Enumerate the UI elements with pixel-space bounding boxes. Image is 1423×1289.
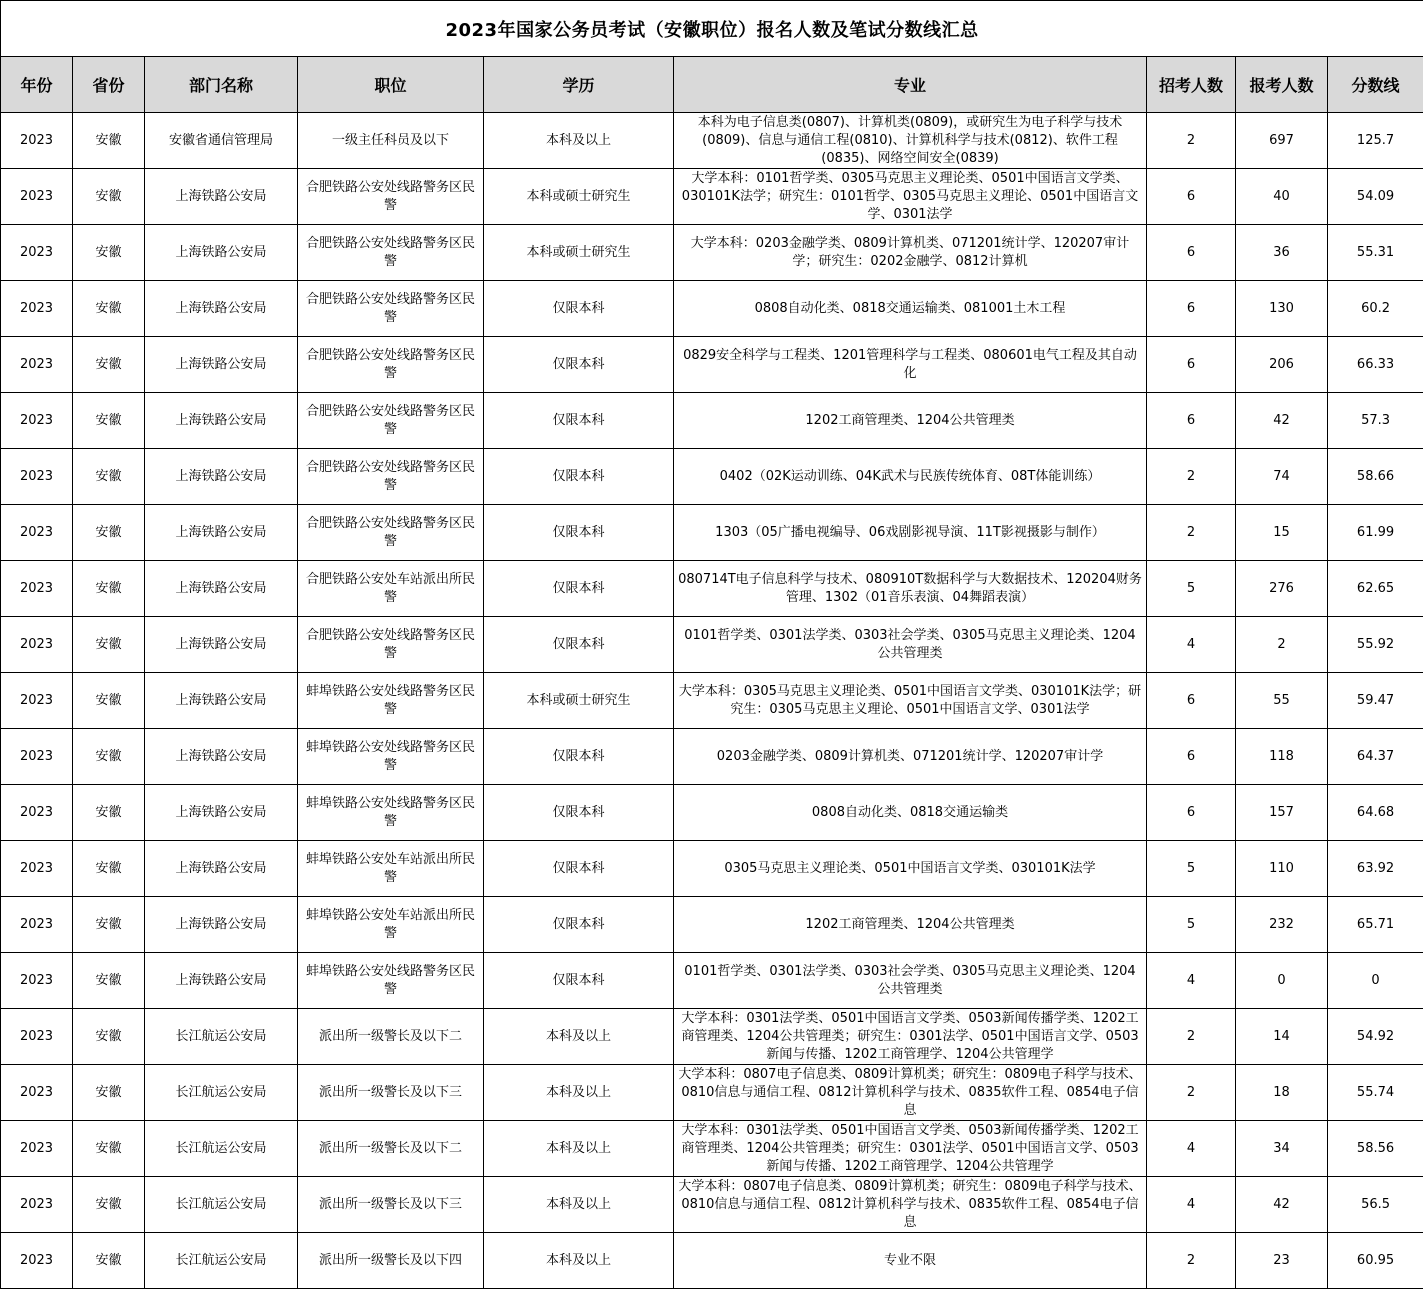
- applicant-count-cell: 18: [1236, 1065, 1328, 1121]
- recruit-count-cell: 6: [1147, 729, 1236, 785]
- department-cell: 上海铁路公安局: [145, 449, 298, 505]
- year-cell: 2023: [1, 729, 73, 785]
- education-cell: 本科及以上: [484, 1065, 674, 1121]
- education-cell: 仅限本科: [484, 393, 674, 449]
- major-cell: 1303（05广播电视编导、06戏剧影视导演、11T影视摄影与制作）: [674, 505, 1147, 561]
- recruit-count-cell: 2: [1147, 1233, 1236, 1289]
- applicant-count-cell: 118: [1236, 729, 1328, 785]
- position-cell: 派出所一级警长及以下三: [298, 1177, 484, 1233]
- applicant-count-cell: 2: [1236, 617, 1328, 673]
- year-cell: 2023: [1, 225, 73, 281]
- major-cell: 0808自动化类、0818交通运输类、081001土木工程: [674, 281, 1147, 337]
- department-cell: 上海铁路公安局: [145, 393, 298, 449]
- province-cell: 安徽: [73, 281, 145, 337]
- major-cell: 0101哲学类、0301法学类、0303社会学类、0305马克思主义理论类、1204公共管理类: [674, 953, 1147, 1009]
- table-row: [1, 225, 1423, 281]
- year-cell: 2023: [1, 337, 73, 393]
- province-cell: 安徽: [73, 953, 145, 1009]
- province-cell: 安徽: [73, 225, 145, 281]
- table-row: [1, 1065, 1423, 1121]
- department-cell: 上海铁路公安局: [145, 841, 298, 897]
- score-line-cell: 56.5: [1328, 1177, 1423, 1233]
- province-cell: 安徽: [73, 673, 145, 729]
- table-row: [1, 1121, 1423, 1177]
- year-cell: 2023: [1, 897, 73, 953]
- table-row: [1, 729, 1423, 785]
- major-cell: 1202工商管理类、1204公共管理类: [674, 393, 1147, 449]
- department-cell: 上海铁路公安局: [145, 673, 298, 729]
- province-cell: 安徽: [73, 169, 145, 225]
- recruit-count-cell: 4: [1147, 1177, 1236, 1233]
- position-cell: 合肥铁路公安处线路警务区民警: [298, 393, 484, 449]
- recruit-count-cell: 2: [1147, 1065, 1236, 1121]
- applicant-count-cell: 232: [1236, 897, 1328, 953]
- province-cell: 安徽: [73, 1065, 145, 1121]
- recruit-count-header: 招考人数: [1147, 57, 1236, 113]
- recruit-count-cell: 2: [1147, 505, 1236, 561]
- score-line-cell: 58.56: [1328, 1121, 1423, 1177]
- score-line-cell: 60.95: [1328, 1233, 1423, 1289]
- year-header: 年份: [1, 57, 73, 113]
- department-cell: 长江航运公安局: [145, 1065, 298, 1121]
- year-cell: 2023: [1, 673, 73, 729]
- province-cell: 安徽: [73, 897, 145, 953]
- position-cell: 派出所一级警长及以下四: [298, 1233, 484, 1289]
- applicant-count-cell: 157: [1236, 785, 1328, 841]
- province-cell: 安徽: [73, 1009, 145, 1065]
- year-cell: 2023: [1, 841, 73, 897]
- table-row: [1, 785, 1423, 841]
- major-cell: 0829安全科学与工程类、1201管理科学与工程类、080601电气工程及其自动化: [674, 337, 1147, 393]
- major-cell: 大学本科：0301法学类、0501中国语言文学类、0503新闻传播学类、1202工商管理类、1204公共管理类；研究生：0301法学、0501中国语言文学、0503新闻与传播、1202工商管理学、1204公共管理学: [674, 1009, 1147, 1065]
- score-line-cell: 64.68: [1328, 785, 1423, 841]
- education-cell: 仅限本科: [484, 729, 674, 785]
- score-line-cell: 125.7: [1328, 113, 1423, 169]
- applicant-count-cell: 206: [1236, 337, 1328, 393]
- applicant-count-cell: 23: [1236, 1233, 1328, 1289]
- score-line-cell: 55.92: [1328, 617, 1423, 673]
- major-cell: 大学本科：0305马克思主义理论类、0501中国语言文学类、030101K法学；研究生：0305马克思主义理论、0501中国语言文学、0301法学: [674, 673, 1147, 729]
- recruit-count-cell: 6: [1147, 785, 1236, 841]
- applicant-count-cell: 40: [1236, 169, 1328, 225]
- education-cell: 仅限本科: [484, 897, 674, 953]
- recruit-count-cell: 6: [1147, 281, 1236, 337]
- applicant-count-cell: 14: [1236, 1009, 1328, 1065]
- province-cell: 安徽: [73, 449, 145, 505]
- score-line-cell: 59.47: [1328, 673, 1423, 729]
- education-cell: 本科或硕士研究生: [484, 673, 674, 729]
- table-row: [1, 841, 1423, 897]
- year-cell: 2023: [1, 281, 73, 337]
- score-line-cell: 55.74: [1328, 1065, 1423, 1121]
- province-cell: 安徽: [73, 729, 145, 785]
- table-row: [1, 673, 1423, 729]
- education-cell: 本科或硕士研究生: [484, 169, 674, 225]
- position-cell: 一级主任科员及以下: [298, 113, 484, 169]
- position-cell: 蚌埠铁路公安处线路警务区民警: [298, 673, 484, 729]
- education-cell: 仅限本科: [484, 953, 674, 1009]
- province-cell: 安徽: [73, 113, 145, 169]
- major-cell: 0402（02K运动训练、04K武术与民族传统体育、08T体能训练）: [674, 449, 1147, 505]
- education-cell: 本科及以上: [484, 1233, 674, 1289]
- position-cell: 派出所一级警长及以下三: [298, 1065, 484, 1121]
- department-cell: 上海铁路公安局: [145, 225, 298, 281]
- department-cell: 上海铁路公安局: [145, 281, 298, 337]
- department-cell: 上海铁路公安局: [145, 897, 298, 953]
- score-line-cell: 63.92: [1328, 841, 1423, 897]
- table-row: [1, 449, 1423, 505]
- table-row: [1, 1233, 1423, 1289]
- position-cell: 合肥铁路公安处线路警务区民警: [298, 337, 484, 393]
- education-header: 学历: [484, 57, 674, 113]
- education-cell: 本科或硕士研究生: [484, 225, 674, 281]
- score-line-cell: 66.33: [1328, 337, 1423, 393]
- applicant-count-cell: 130: [1236, 281, 1328, 337]
- applicant-count-cell: 74: [1236, 449, 1328, 505]
- score-line-cell: 54.09: [1328, 169, 1423, 225]
- year-cell: 2023: [1, 785, 73, 841]
- score-line-cell: 65.71: [1328, 897, 1423, 953]
- score-line-cell: 0: [1328, 953, 1423, 1009]
- recruit-count-cell: 4: [1147, 617, 1236, 673]
- year-cell: 2023: [1, 561, 73, 617]
- education-cell: 仅限本科: [484, 561, 674, 617]
- recruit-count-cell: 5: [1147, 561, 1236, 617]
- province-cell: 安徽: [73, 1233, 145, 1289]
- recruit-count-cell: 2: [1147, 449, 1236, 505]
- applicant-count-cell: 42: [1236, 393, 1328, 449]
- applicant-count-cell: 42: [1236, 1177, 1328, 1233]
- position-cell: 合肥铁路公安处线路警务区民警: [298, 225, 484, 281]
- major-cell: 080714T电子信息科学与技术、080910T数据科学与大数据技术、120204财务管理、1302（01音乐表演、04舞蹈表演）: [674, 561, 1147, 617]
- year-cell: 2023: [1, 393, 73, 449]
- education-cell: 仅限本科: [484, 617, 674, 673]
- major-cell: 大学本科：0101哲学类、0305马克思主义理论类、0501中国语言文学类、030101K法学；研究生：0101哲学、0305马克思主义理论、0501中国语言文学、0301法学: [674, 169, 1147, 225]
- province-cell: 安徽: [73, 1121, 145, 1177]
- score-line-cell: 60.2: [1328, 281, 1423, 337]
- header-row: [1, 57, 1423, 113]
- province-header: 省份: [73, 57, 145, 113]
- year-cell: 2023: [1, 169, 73, 225]
- position-cell: 蚌埠铁路公安处线路警务区民警: [298, 785, 484, 841]
- education-cell: 仅限本科: [484, 337, 674, 393]
- table-row: [1, 897, 1423, 953]
- province-cell: 安徽: [73, 393, 145, 449]
- education-cell: 仅限本科: [484, 281, 674, 337]
- position-cell: 派出所一级警长及以下二: [298, 1009, 484, 1065]
- table-row: [1, 1177, 1423, 1233]
- score-line-cell: 64.37: [1328, 729, 1423, 785]
- department-cell: 安徽省通信管理局: [145, 113, 298, 169]
- year-cell: 2023: [1, 617, 73, 673]
- applicant-count-cell: 276: [1236, 561, 1328, 617]
- recruit-count-cell: 6: [1147, 337, 1236, 393]
- position-cell: 蚌埠铁路公安处车站派出所民警: [298, 897, 484, 953]
- position-cell: 蚌埠铁路公安处线路警务区民警: [298, 729, 484, 785]
- major-cell: 0101哲学类、0301法学类、0303社会学类、0305马克思主义理论类、1204公共管理类: [674, 617, 1147, 673]
- year-cell: 2023: [1, 1121, 73, 1177]
- recruit-count-cell: 4: [1147, 1121, 1236, 1177]
- year-cell: 2023: [1, 953, 73, 1009]
- province-cell: 安徽: [73, 505, 145, 561]
- position-cell: 合肥铁路公安处车站派出所民警: [298, 561, 484, 617]
- province-cell: 安徽: [73, 337, 145, 393]
- position-cell: 派出所一级警长及以下二: [298, 1121, 484, 1177]
- major-cell: 专业不限: [674, 1233, 1147, 1289]
- table-title: 2023年国家公务员考试（安徽职位）报名人数及笔试分数线汇总: [1, 1, 1423, 57]
- education-cell: 本科及以上: [484, 1177, 674, 1233]
- education-cell: 本科及以上: [484, 113, 674, 169]
- province-cell: 安徽: [73, 785, 145, 841]
- department-cell: 上海铁路公安局: [145, 617, 298, 673]
- position-cell: 合肥铁路公安处线路警务区民警: [298, 617, 484, 673]
- year-cell: 2023: [1, 1177, 73, 1233]
- recruit-count-cell: 5: [1147, 841, 1236, 897]
- major-cell: 大学本科：0203金融学类、0809计算机类、071201统计学、120207审计学；研究生：0202金融学、0812计算机: [674, 225, 1147, 281]
- education-cell: 本科及以上: [484, 1009, 674, 1065]
- major-cell: 大学本科：0301法学类、0501中国语言文学类、0503新闻传播学类、1202工商管理类、1204公共管理类；研究生：0301法学、0501中国语言文学、0503新闻与传播、1202工商管理学、1204公共管理学: [674, 1121, 1147, 1177]
- position-cell: 合肥铁路公安处线路警务区民警: [298, 169, 484, 225]
- department-cell: 上海铁路公安局: [145, 729, 298, 785]
- score-line-cell: 55.31: [1328, 225, 1423, 281]
- score-line-cell: 61.99: [1328, 505, 1423, 561]
- department-cell: 长江航运公安局: [145, 1233, 298, 1289]
- position-cell: 合肥铁路公安处线路警务区民警: [298, 505, 484, 561]
- table-row: [1, 393, 1423, 449]
- department-cell: 上海铁路公安局: [145, 953, 298, 1009]
- applicant-count-cell: 36: [1236, 225, 1328, 281]
- department-cell: 上海铁路公安局: [145, 169, 298, 225]
- table-row: [1, 113, 1423, 169]
- recruit-count-cell: 6: [1147, 393, 1236, 449]
- table-row: [1, 281, 1423, 337]
- major-header: 专业: [674, 57, 1147, 113]
- year-cell: 2023: [1, 449, 73, 505]
- position-cell: 蚌埠铁路公安处车站派出所民警: [298, 841, 484, 897]
- education-cell: 仅限本科: [484, 785, 674, 841]
- province-cell: 安徽: [73, 561, 145, 617]
- position-header: 职位: [298, 57, 484, 113]
- table-row: [1, 953, 1423, 1009]
- major-cell: 0305马克思主义理论类、0501中国语言文学类、030101K法学: [674, 841, 1147, 897]
- table-row: [1, 169, 1423, 225]
- major-cell: 0808自动化类、0818交通运输类: [674, 785, 1147, 841]
- score-line-header: 分数线: [1328, 57, 1423, 113]
- education-cell: 仅限本科: [484, 505, 674, 561]
- table-row: [1, 505, 1423, 561]
- applicant-count-cell: 55: [1236, 673, 1328, 729]
- department-cell: 上海铁路公安局: [145, 505, 298, 561]
- table-body: [1, 113, 1423, 1289]
- score-line-cell: 54.92: [1328, 1009, 1423, 1065]
- applicant-count-cell: 697: [1236, 113, 1328, 169]
- department-header: 部门名称: [145, 57, 298, 113]
- table-row: [1, 337, 1423, 393]
- education-cell: 仅限本科: [484, 841, 674, 897]
- score-line-cell: 57.3: [1328, 393, 1423, 449]
- department-cell: 长江航运公安局: [145, 1121, 298, 1177]
- recruit-count-cell: 6: [1147, 673, 1236, 729]
- major-cell: 1202工商管理类、1204公共管理类: [674, 897, 1147, 953]
- applicant-count-cell: 15: [1236, 505, 1328, 561]
- year-cell: 2023: [1, 1065, 73, 1121]
- table-row: [1, 1009, 1423, 1065]
- major-cell: 大学本科：0807电子信息类、0809计算机类；研究生：0809电子科学与技术、0810信息与通信工程、0812计算机科学与技术、0835软件工程、0854电子信息: [674, 1177, 1147, 1233]
- table-row: [1, 617, 1423, 673]
- recruit-count-cell: 6: [1147, 225, 1236, 281]
- education-cell: 仅限本科: [484, 449, 674, 505]
- department-cell: 上海铁路公安局: [145, 561, 298, 617]
- major-cell: 本科为电子信息类(0807)、计算机类(0809)，或研究生为电子科学与技术(0809)、信息与通信工程(0810)、计算机科学与技术(0812)、软件工程(0835)、网络空间安全(0839): [674, 113, 1147, 169]
- recruit-count-cell: 4: [1147, 953, 1236, 1009]
- applicant-count-header: 报考人数: [1236, 57, 1328, 113]
- department-cell: 上海铁路公安局: [145, 785, 298, 841]
- applicant-count-cell: 0: [1236, 953, 1328, 1009]
- province-cell: 安徽: [73, 1177, 145, 1233]
- province-cell: 安徽: [73, 617, 145, 673]
- score-line-cell: 62.65: [1328, 561, 1423, 617]
- major-cell: 0203金融学类、0809计算机类、071201统计学、120207审计学: [674, 729, 1147, 785]
- major-cell: 大学本科：0807电子信息类、0809计算机类；研究生：0809电子科学与技术、0810信息与通信工程、0812计算机科学与技术、0835软件工程、0854电子信息: [674, 1065, 1147, 1121]
- department-cell: 上海铁路公安局: [145, 337, 298, 393]
- year-cell: 2023: [1, 1009, 73, 1065]
- position-cell: 蚌埠铁路公安处线路警务区民警: [298, 953, 484, 1009]
- table-row: [1, 561, 1423, 617]
- year-cell: 2023: [1, 113, 73, 169]
- year-cell: 2023: [1, 505, 73, 561]
- recruit-count-cell: 6: [1147, 169, 1236, 225]
- applicant-count-cell: 110: [1236, 841, 1328, 897]
- applicant-count-cell: 34: [1236, 1121, 1328, 1177]
- score-line-cell: 58.66: [1328, 449, 1423, 505]
- year-cell: 2023: [1, 1233, 73, 1289]
- recruit-count-cell: 2: [1147, 113, 1236, 169]
- province-cell: 安徽: [73, 841, 145, 897]
- position-cell: 合肥铁路公安处线路警务区民警: [298, 449, 484, 505]
- position-cell: 合肥铁路公安处线路警务区民警: [298, 281, 484, 337]
- title-row: [1, 1, 1423, 57]
- education-cell: 本科及以上: [484, 1121, 674, 1177]
- recruit-count-cell: 2: [1147, 1009, 1236, 1065]
- department-cell: 长江航运公安局: [145, 1177, 298, 1233]
- department-cell: 长江航运公安局: [145, 1009, 298, 1065]
- recruit-count-cell: 5: [1147, 897, 1236, 953]
